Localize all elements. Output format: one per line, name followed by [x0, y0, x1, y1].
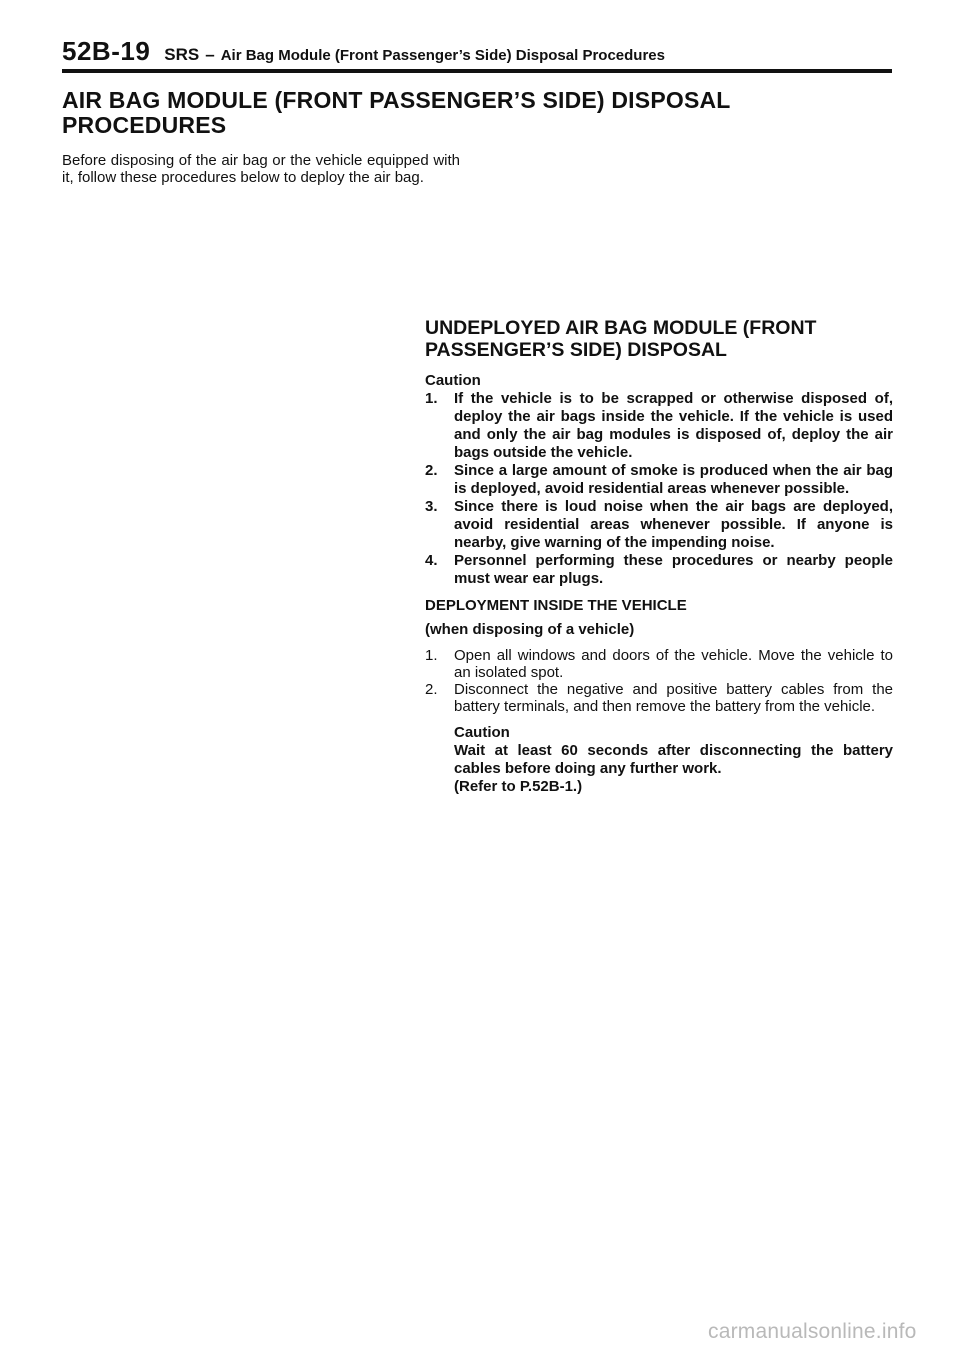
- caution-item: [425, 390, 893, 462]
- caution-number: 3.: [425, 498, 438, 515]
- header-title: Air Bag Module (Front Passenger’s Side) Disposal Procedures: [220, 47, 665, 64]
- caution-item: [425, 462, 893, 498]
- intro-paragraph: Before disposing of the air bag or the vehicle equipped with it, follow these procedures below to deploy the air bag.: [62, 152, 460, 186]
- step-text: Disconnect the negative and positive battery cables from the battery terminals, and then remove the battery from the vehicle.: [454, 681, 893, 715]
- deployment-steps: [425, 647, 893, 715]
- caution-item: [425, 498, 893, 552]
- caution-list: [425, 390, 893, 588]
- caution-number: 4.: [425, 552, 438, 569]
- step-item: [425, 647, 893, 681]
- deployment-title: DEPLOYMENT INSIDE THE VEHICLE: [425, 597, 687, 614]
- caution-text: Since a large amount of smoke is produced when the air bag is deployed, avoid residential areas whenever possible.: [454, 462, 893, 497]
- deployment-caution-label: Caution: [454, 724, 510, 741]
- watermark: carmanualsonline.info: [708, 1320, 917, 1343]
- procedure-column: [425, 317, 893, 796]
- caution-text: Since there is loud noise when the air bags are deployed, avoid residential areas whenever possible. If anyone is nearby, give warning of the impending noise.: [454, 498, 893, 551]
- deployment-caution: [425, 724, 893, 796]
- step-number: 2.: [425, 681, 438, 698]
- step-text: Open all windows and doors of the vehicle. Move the vehicle to an isolated spot.: [454, 647, 893, 681]
- deployment-subtitle: (when disposing of a vehicle): [425, 621, 635, 638]
- deployment-caution-ref: (Refer to P.52B-1.): [454, 778, 583, 795]
- caution-text: Personnel performing these procedures or nearby people must wear ear plugs.: [454, 552, 893, 587]
- caution-label: Caution: [425, 372, 481, 389]
- deployment-caution-text: Wait at least 60 seconds after disconnecting the battery cables before doing any further work.: [454, 742, 893, 777]
- caution-text: If the vehicle is to be scrapped or otherwise disposed of, deploy the air bags inside the vehicle. If the vehicle is used and only the air bag modules is disposed of, deploy the air bags outside the vehicle.: [454, 390, 893, 461]
- page-number: 52B-19: [62, 36, 151, 66]
- caution-item: [425, 552, 893, 588]
- caution-number: 2.: [425, 462, 438, 479]
- header-section: SRS: [164, 45, 200, 64]
- step-item: [425, 681, 893, 715]
- step-number: 1.: [425, 647, 438, 664]
- header-rule: [62, 69, 892, 73]
- caution-number: 1.: [425, 390, 438, 407]
- section-title-undeployed: UNDEPLOYED AIR BAG MODULE (FRONT PASSENGER’S SIDE) DISPOSAL: [425, 317, 817, 361]
- page-title: AIR BAG MODULE (FRONT PASSENGER’S SIDE) DISPOSAL PROCEDURES: [62, 87, 731, 138]
- header-dash: –: [205, 45, 215, 64]
